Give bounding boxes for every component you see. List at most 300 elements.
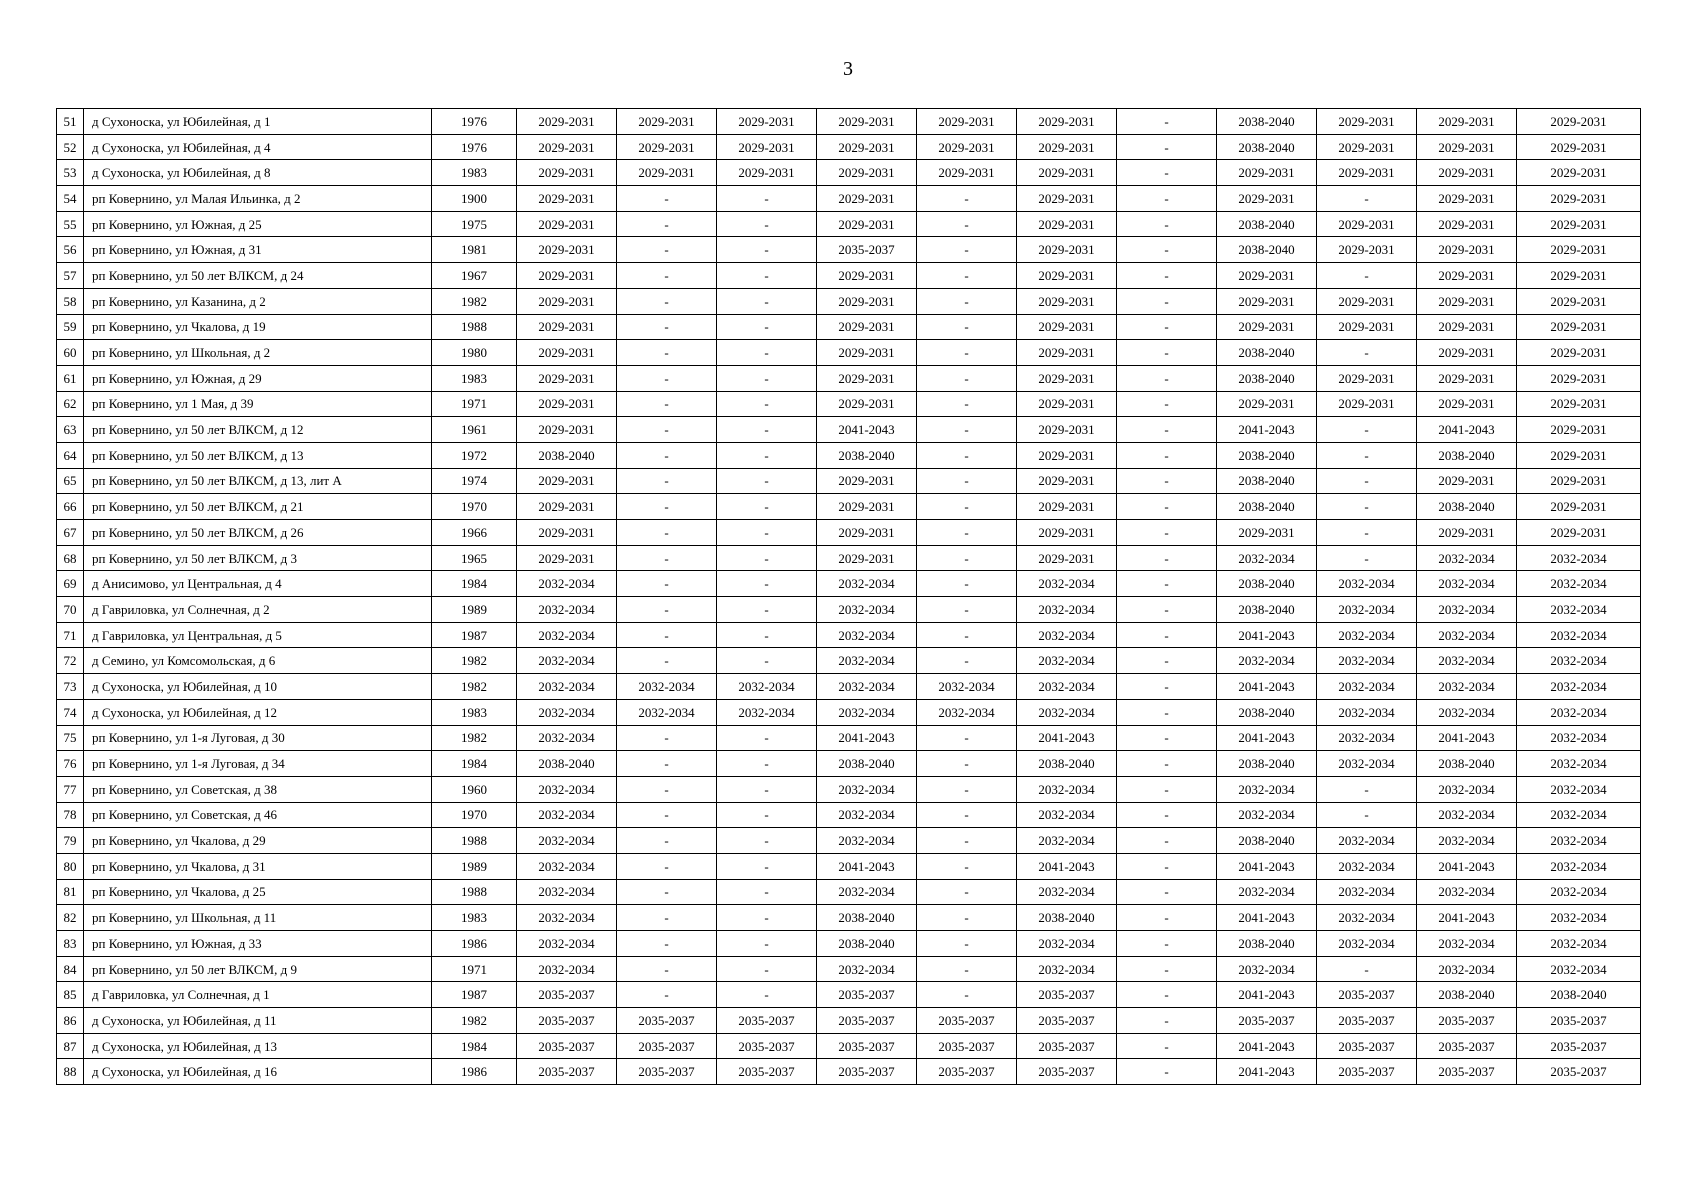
period-cell: 2032-2034 <box>1017 776 1117 802</box>
period-cell: - <box>617 725 717 751</box>
period-cell: 2032-2034 <box>817 956 917 982</box>
period-cell: 2032-2034 <box>1417 879 1517 905</box>
period-cell: 2035-2037 <box>917 1033 1017 1059</box>
period-cell: 2035-2037 <box>1317 1033 1417 1059</box>
period-cell: 2029-2031 <box>1417 263 1517 289</box>
period-cell: - <box>1317 442 1417 468</box>
period-cell: 2029-2031 <box>1517 186 1641 212</box>
row-number-cell: 81 <box>57 879 84 905</box>
period-cell: 2041-2043 <box>1417 853 1517 879</box>
period-cell: - <box>917 622 1017 648</box>
row-number-cell: 71 <box>57 622 84 648</box>
period-cell: - <box>617 365 717 391</box>
period-cell: - <box>717 365 817 391</box>
period-cell: 2038-2040 <box>817 905 917 931</box>
period-cell: 2029-2031 <box>517 288 617 314</box>
period-cell: - <box>1317 263 1417 289</box>
period-cell: 2038-2040 <box>1217 494 1317 520</box>
period-cell: 2032-2034 <box>817 776 917 802</box>
period-cell: 2032-2034 <box>517 879 617 905</box>
period-cell: 2035-2037 <box>1217 1008 1317 1034</box>
period-cell: - <box>917 520 1017 546</box>
period-cell: 2029-2031 <box>1217 186 1317 212</box>
period-cell: 2032-2034 <box>1317 751 1417 777</box>
period-cell: - <box>1117 828 1217 854</box>
address-cell: рп Ковернино, ул Чкалова, д 31 <box>84 853 432 879</box>
year-built-cell: 1983 <box>432 365 517 391</box>
period-cell: 2032-2034 <box>1017 956 1117 982</box>
period-cell: 2038-2040 <box>1217 931 1317 957</box>
period-cell: 2041-2043 <box>1217 982 1317 1008</box>
year-built-cell: 1988 <box>432 314 517 340</box>
row-number-cell: 63 <box>57 417 84 443</box>
period-cell: - <box>717 545 817 571</box>
period-cell: 2035-2037 <box>617 1008 717 1034</box>
period-cell: - <box>717 186 817 212</box>
period-cell: 2029-2031 <box>517 263 617 289</box>
period-cell: - <box>1317 417 1417 443</box>
period-cell: - <box>917 905 1017 931</box>
period-cell: 2041-2043 <box>1017 725 1117 751</box>
period-cell: - <box>917 879 1017 905</box>
period-cell: 2038-2040 <box>517 751 617 777</box>
address-cell: рп Ковернино, ул Чкалова, д 19 <box>84 314 432 340</box>
table-row <box>57 699 1641 725</box>
period-cell: - <box>717 776 817 802</box>
period-cell: 2041-2043 <box>817 853 917 879</box>
period-cell: - <box>617 442 717 468</box>
period-cell: - <box>717 828 817 854</box>
period-cell: 2029-2031 <box>617 160 717 186</box>
row-number-cell: 83 <box>57 931 84 957</box>
period-cell: 2032-2034 <box>1317 931 1417 957</box>
period-cell: - <box>1117 597 1217 623</box>
period-cell: 2032-2034 <box>1017 648 1117 674</box>
period-cell: 2038-2040 <box>1517 982 1641 1008</box>
period-cell: - <box>1117 1059 1217 1085</box>
period-cell: - <box>1117 956 1217 982</box>
period-cell: 2032-2034 <box>1517 828 1641 854</box>
period-cell: 2029-2031 <box>817 494 917 520</box>
period-cell: 2029-2031 <box>1517 314 1641 340</box>
period-cell: 2035-2037 <box>817 1033 917 1059</box>
period-cell: - <box>617 237 717 263</box>
period-cell: 2032-2034 <box>1317 699 1417 725</box>
address-cell: д Сухоноска, ул Юбилейная, д 8 <box>84 160 432 186</box>
period-cell: - <box>917 571 1017 597</box>
period-cell: 2032-2034 <box>1517 622 1641 648</box>
period-cell: 2032-2034 <box>1517 931 1641 957</box>
address-cell: рп Ковернино, ул 1 Мая, д 39 <box>84 391 432 417</box>
period-cell: 2029-2031 <box>1017 160 1117 186</box>
period-cell: - <box>917 314 1017 340</box>
period-cell: 2029-2031 <box>817 391 917 417</box>
year-built-cell: 1982 <box>432 674 517 700</box>
period-cell: 2035-2037 <box>717 1059 817 1085</box>
period-cell: 2035-2037 <box>1517 1059 1641 1085</box>
row-number-cell: 75 <box>57 725 84 751</box>
period-cell: 2029-2031 <box>917 134 1017 160</box>
period-cell: 2032-2034 <box>817 802 917 828</box>
period-cell: 2038-2040 <box>1217 442 1317 468</box>
period-cell: 2032-2034 <box>1517 545 1641 571</box>
address-cell: д Гавриловка, ул Центральная, д 5 <box>84 622 432 648</box>
period-cell: - <box>1317 340 1417 366</box>
period-cell: 2029-2031 <box>817 520 917 546</box>
period-cell: - <box>1117 186 1217 212</box>
address-cell: рп Ковернино, ул 50 лет ВЛКСМ, д 24 <box>84 263 432 289</box>
period-cell: - <box>917 442 1017 468</box>
address-cell: рп Ковернино, ул Южная, д 31 <box>84 237 432 263</box>
period-cell: 2035-2037 <box>517 1008 617 1034</box>
year-built-cell: 1986 <box>432 931 517 957</box>
period-cell: 2038-2040 <box>1217 828 1317 854</box>
address-cell: рп Ковернино, ул Южная, д 29 <box>84 365 432 391</box>
period-cell: - <box>917 725 1017 751</box>
period-cell: 2032-2034 <box>517 571 617 597</box>
period-cell: 2029-2031 <box>1417 134 1517 160</box>
row-number-cell: 79 <box>57 828 84 854</box>
period-cell: 2029-2031 <box>817 288 917 314</box>
period-cell: - <box>617 263 717 289</box>
period-cell: - <box>617 571 717 597</box>
period-cell: 2029-2031 <box>1317 211 1417 237</box>
table-row <box>57 442 1641 468</box>
row-number-cell: 80 <box>57 853 84 879</box>
period-cell: - <box>617 776 717 802</box>
period-cell: 2029-2031 <box>1517 391 1641 417</box>
period-cell: - <box>617 905 717 931</box>
period-cell: - <box>1117 674 1217 700</box>
period-cell: 2029-2031 <box>517 391 617 417</box>
period-cell: - <box>617 340 717 366</box>
table-row <box>57 931 1641 957</box>
row-number-cell: 60 <box>57 340 84 366</box>
period-cell: 2038-2040 <box>1217 751 1317 777</box>
year-built-cell: 1988 <box>432 879 517 905</box>
period-cell: 2035-2037 <box>617 1059 717 1085</box>
period-cell: 2035-2037 <box>1017 1033 1117 1059</box>
year-built-cell: 1975 <box>432 211 517 237</box>
row-number-cell: 77 <box>57 776 84 802</box>
period-cell: - <box>1317 956 1417 982</box>
period-cell: 2032-2034 <box>517 699 617 725</box>
period-cell: 2038-2040 <box>1217 340 1317 366</box>
period-cell: - <box>1317 802 1417 828</box>
period-cell: 2032-2034 <box>1417 956 1517 982</box>
period-cell: - <box>1117 1008 1217 1034</box>
period-cell: 2035-2037 <box>817 982 917 1008</box>
period-cell: 2029-2031 <box>1017 134 1117 160</box>
address-cell: д Сухоноска, ул Юбилейная, д 4 <box>84 134 432 160</box>
year-built-cell: 1982 <box>432 288 517 314</box>
period-cell: 2029-2031 <box>1217 391 1317 417</box>
year-built-cell: 1986 <box>432 1059 517 1085</box>
table-row <box>57 597 1641 623</box>
period-cell: - <box>617 879 717 905</box>
period-cell: 2035-2037 <box>817 237 917 263</box>
address-cell: д Анисимово, ул Центральная, д 4 <box>84 571 432 597</box>
period-cell: 2029-2031 <box>1017 391 1117 417</box>
period-cell: 2038-2040 <box>1017 905 1117 931</box>
period-cell: 2032-2034 <box>1417 931 1517 957</box>
year-built-cell: 1980 <box>432 340 517 366</box>
period-cell: - <box>917 417 1017 443</box>
period-cell: 2041-2043 <box>1217 725 1317 751</box>
period-cell: 2029-2031 <box>1017 365 1117 391</box>
period-cell: - <box>717 571 817 597</box>
period-cell: - <box>717 751 817 777</box>
period-cell: - <box>1117 879 1217 905</box>
row-number-cell: 51 <box>57 109 84 135</box>
period-cell: 2035-2037 <box>1417 1008 1517 1034</box>
period-cell: 2032-2034 <box>1417 828 1517 854</box>
period-cell: 2032-2034 <box>1217 956 1317 982</box>
table-row <box>57 802 1641 828</box>
year-built-cell: 1966 <box>432 520 517 546</box>
period-cell: 2029-2031 <box>717 109 817 135</box>
period-cell: 2041-2043 <box>1217 905 1317 931</box>
period-cell: 2029-2031 <box>1317 288 1417 314</box>
year-built-cell: 1982 <box>432 725 517 751</box>
year-built-cell: 1982 <box>432 648 517 674</box>
period-cell: 2029-2031 <box>1217 520 1317 546</box>
period-cell: - <box>617 597 717 623</box>
year-built-cell: 1984 <box>432 1033 517 1059</box>
year-built-cell: 1965 <box>432 545 517 571</box>
period-cell: 2029-2031 <box>1417 365 1517 391</box>
period-cell: 2032-2034 <box>1517 956 1641 982</box>
period-cell: 2038-2040 <box>1217 468 1317 494</box>
table-row <box>57 853 1641 879</box>
period-cell: 2038-2040 <box>1217 365 1317 391</box>
row-number-cell: 78 <box>57 802 84 828</box>
period-cell: 2029-2031 <box>1517 520 1641 546</box>
period-cell: 2032-2034 <box>1417 571 1517 597</box>
period-cell: 2038-2040 <box>817 751 917 777</box>
period-cell: 2035-2037 <box>1017 1008 1117 1034</box>
period-cell: 2032-2034 <box>517 622 617 648</box>
period-cell: - <box>717 288 817 314</box>
table-row <box>57 956 1641 982</box>
period-cell: - <box>917 340 1017 366</box>
table-row <box>57 134 1641 160</box>
period-cell: - <box>717 494 817 520</box>
period-cell: 2029-2031 <box>1017 468 1117 494</box>
period-cell: 2032-2034 <box>1417 545 1517 571</box>
period-cell: 2029-2031 <box>517 134 617 160</box>
address-cell: д Сухоноска, ул Юбилейная, д 12 <box>84 699 432 725</box>
year-built-cell: 1984 <box>432 571 517 597</box>
period-cell: 2032-2034 <box>1517 648 1641 674</box>
period-cell: 2029-2031 <box>817 263 917 289</box>
period-cell: 2032-2034 <box>1217 879 1317 905</box>
period-cell: 2032-2034 <box>817 597 917 623</box>
period-cell: - <box>717 931 817 957</box>
period-cell: - <box>1117 520 1217 546</box>
period-cell: 2032-2034 <box>517 597 617 623</box>
table-row <box>57 237 1641 263</box>
period-cell: 2032-2034 <box>1517 879 1641 905</box>
row-number-cell: 64 <box>57 442 84 468</box>
period-cell: - <box>717 340 817 366</box>
period-cell: - <box>917 751 1017 777</box>
period-cell: 2029-2031 <box>1517 160 1641 186</box>
period-cell: 2029-2031 <box>617 134 717 160</box>
period-cell: 2035-2037 <box>817 1059 917 1085</box>
period-cell: 2029-2031 <box>517 109 617 135</box>
row-number-cell: 85 <box>57 982 84 1008</box>
period-cell: 2032-2034 <box>1417 622 1517 648</box>
table-row <box>57 545 1641 571</box>
period-cell: 2032-2034 <box>1517 674 1641 700</box>
period-cell: 2029-2031 <box>1317 134 1417 160</box>
period-cell: 2029-2031 <box>717 134 817 160</box>
period-cell: 2032-2034 <box>517 648 617 674</box>
table-row <box>57 365 1641 391</box>
period-cell: 2032-2034 <box>1517 853 1641 879</box>
period-cell: - <box>1117 340 1217 366</box>
address-cell: рп Ковернино, ул Южная, д 33 <box>84 931 432 957</box>
year-built-cell: 1989 <box>432 853 517 879</box>
address-cell: рп Ковернино, ул Школьная, д 2 <box>84 340 432 366</box>
period-cell: 2041-2043 <box>1417 417 1517 443</box>
period-cell: 2032-2034 <box>517 905 617 931</box>
period-cell: - <box>717 597 817 623</box>
period-cell: - <box>917 288 1017 314</box>
row-number-cell: 59 <box>57 314 84 340</box>
period-cell: - <box>917 391 1017 417</box>
period-cell: 2032-2034 <box>1317 648 1417 674</box>
period-cell: 2041-2043 <box>1217 853 1317 879</box>
period-cell: - <box>617 314 717 340</box>
period-cell: - <box>717 442 817 468</box>
period-cell: 2041-2043 <box>1217 1059 1317 1085</box>
period-cell: 2029-2031 <box>517 520 617 546</box>
period-cell: 2032-2034 <box>1317 622 1417 648</box>
period-cell: 2038-2040 <box>1217 597 1317 623</box>
period-cell: - <box>1117 468 1217 494</box>
period-cell: 2035-2037 <box>917 1059 1017 1085</box>
period-cell: 2029-2031 <box>1017 211 1117 237</box>
period-cell: 2038-2040 <box>1217 699 1317 725</box>
year-built-cell: 1982 <box>432 1008 517 1034</box>
year-built-cell: 1900 <box>432 186 517 212</box>
period-cell: 2029-2031 <box>1517 288 1641 314</box>
year-built-cell: 1989 <box>432 597 517 623</box>
period-cell: - <box>1117 982 1217 1008</box>
period-cell: - <box>617 853 717 879</box>
period-cell: - <box>1117 391 1217 417</box>
period-cell: 2029-2031 <box>517 211 617 237</box>
table-row <box>57 1059 1641 1085</box>
period-cell: 2029-2031 <box>517 365 617 391</box>
period-cell: 2035-2037 <box>817 1008 917 1034</box>
period-cell: 2032-2034 <box>1517 802 1641 828</box>
address-cell: д Семино, ул Комсомольская, д 6 <box>84 648 432 674</box>
period-cell: 2032-2034 <box>917 674 1017 700</box>
period-cell: 2032-2034 <box>817 674 917 700</box>
period-cell: 2041-2043 <box>1217 1033 1317 1059</box>
period-cell: 2029-2031 <box>1017 340 1117 366</box>
period-cell: - <box>917 545 1017 571</box>
row-number-cell: 76 <box>57 751 84 777</box>
year-built-cell: 1988 <box>432 828 517 854</box>
row-number-cell: 66 <box>57 494 84 520</box>
period-cell: - <box>717 622 817 648</box>
address-cell: д Сухоноска, ул Юбилейная, д 11 <box>84 1008 432 1034</box>
period-cell: 2029-2031 <box>517 314 617 340</box>
period-cell: - <box>717 956 817 982</box>
period-cell: 2029-2031 <box>1517 109 1641 135</box>
address-cell: рп Ковернино, ул 50 лет ВЛКСМ, д 3 <box>84 545 432 571</box>
period-cell: - <box>1117 237 1217 263</box>
period-cell: 2029-2031 <box>1017 494 1117 520</box>
period-cell: 2029-2031 <box>1417 520 1517 546</box>
period-cell: 2029-2031 <box>1017 442 1117 468</box>
period-cell: 2029-2031 <box>517 417 617 443</box>
address-cell: д Сухоноска, ул Юбилейная, д 16 <box>84 1059 432 1085</box>
period-cell: 2032-2034 <box>1317 571 1417 597</box>
year-built-cell: 1984 <box>432 751 517 777</box>
period-cell: 2032-2034 <box>1417 597 1517 623</box>
period-cell: - <box>1117 211 1217 237</box>
period-cell: 2029-2031 <box>1517 494 1641 520</box>
year-built-cell: 1972 <box>432 442 517 468</box>
period-cell: 2029-2031 <box>1017 186 1117 212</box>
period-cell: 2029-2031 <box>1517 468 1641 494</box>
year-built-cell: 1983 <box>432 160 517 186</box>
address-cell: рп Ковернино, ул Советская, д 38 <box>84 776 432 802</box>
period-cell: 2032-2034 <box>817 879 917 905</box>
period-cell: 2029-2031 <box>1017 109 1117 135</box>
period-cell: 2035-2037 <box>1417 1059 1517 1085</box>
period-cell: 2029-2031 <box>1317 391 1417 417</box>
period-cell: 2035-2037 <box>1517 1033 1641 1059</box>
period-cell: 2032-2034 <box>1517 725 1641 751</box>
period-cell: 2032-2034 <box>517 776 617 802</box>
period-cell: 2029-2031 <box>817 134 917 160</box>
row-number-cell: 52 <box>57 134 84 160</box>
period-cell: - <box>717 211 817 237</box>
period-cell: 2032-2034 <box>517 828 617 854</box>
period-cell: - <box>617 828 717 854</box>
period-cell: 2029-2031 <box>1517 263 1641 289</box>
period-cell: 2032-2034 <box>617 699 717 725</box>
period-cell: 2035-2037 <box>1417 1033 1517 1059</box>
repair-schedule-table <box>56 108 1641 1085</box>
table-row <box>57 417 1641 443</box>
period-cell: 2029-2031 <box>1417 186 1517 212</box>
period-cell: 2032-2034 <box>1017 597 1117 623</box>
period-cell: 2035-2037 <box>1017 1059 1117 1085</box>
period-cell: - <box>1117 417 1217 443</box>
address-cell: д Сухоноска, ул Юбилейная, д 10 <box>84 674 432 700</box>
period-cell: 2029-2031 <box>1517 237 1641 263</box>
period-cell: - <box>917 211 1017 237</box>
period-cell: 2032-2034 <box>917 699 1017 725</box>
period-cell: 2032-2034 <box>1017 699 1117 725</box>
period-cell: 2032-2034 <box>1217 648 1317 674</box>
period-cell: 2038-2040 <box>517 442 617 468</box>
address-cell: д Гавриловка, ул Солнечная, д 2 <box>84 597 432 623</box>
address-cell: рп Ковернино, ул 50 лет ВЛКСМ, д 12 <box>84 417 432 443</box>
period-cell: 2032-2034 <box>517 956 617 982</box>
period-cell: - <box>617 956 717 982</box>
address-cell: рп Ковернино, ул 1-я Луговая, д 34 <box>84 751 432 777</box>
period-cell: 2032-2034 <box>517 725 617 751</box>
period-cell: - <box>1117 905 1217 931</box>
